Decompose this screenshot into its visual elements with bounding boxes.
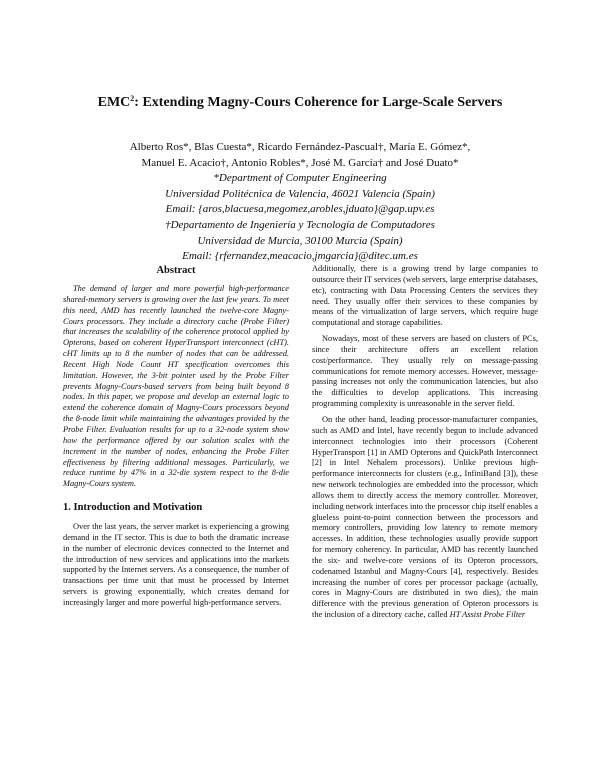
affiliation-2-university: Universidad de Murcia, 30100 Murcia (Spain) bbox=[197, 234, 403, 247]
right-paragraph-3 bbox=[312, 415, 538, 621]
section-1-paragraph-1: Over the last years, the server market is experiencing a growing demand in the IT sector. This is due to both the dramatic increase in the number of electronic devices connected to the Internet and the introduction of new services and applications into the markets supported by the Internet servers. As a consequence, the number of transactions per time unit that must be processed by Internet servers is growing exponentially, which creates demand for increasingly larger and more powerful high-performance servers. bbox=[63, 522, 289, 607]
affiliation-1-university: Universidad Politécnica de Valencia, 46021 Valencia (Spain) bbox=[165, 187, 435, 200]
right-paragraph-3-emphasis: HT Assist Probe Filter bbox=[449, 610, 526, 620]
right-column bbox=[312, 264, 538, 621]
abstract-heading: Abstract bbox=[156, 265, 196, 276]
title-rest: : Extending Magny-Cours Coherence for Large-Scale Servers bbox=[134, 95, 503, 110]
left-column bbox=[63, 264, 289, 609]
affiliation-2-name: †Departamento de Ingeniería y Tecnología de Computadores bbox=[165, 218, 435, 231]
right-paragraph-1: Additionally, there is a growing trend by large companies to outsource their IT services (web servers, large enterprise databases, etc), contracting with Data Processing Centers the services they need. They usually offer their services to these companies by means of the virtualization of large servers, which require huge computational and storage capabilities. bbox=[312, 264, 538, 328]
section-1-heading: 1. Introduction and Motivation bbox=[63, 502, 203, 514]
right-paragraph-2: Nowadays, most of these servers are based on clusters of PCs, since their architecture offers an excellent relation cost/performance. They usually rely on message-passing communications for remote memory accesses. However, message-passing increases not only the communication latencies, but also the difficulties to develop applications. This increasing programming complexity is unreasonable in the server field. bbox=[312, 334, 538, 409]
authors-line-2: Manuel E. Acacio†, Antonio Robles*, José M. García† and José Duato* bbox=[141, 156, 459, 169]
affiliation-2-email: Email: {rfernandez,meacacio,jmgarcia}@ditec.um.es bbox=[182, 250, 418, 263]
authors-line-1: Alberto Ros*, Blas Cuesta*, Ricardo Fernández-Pascual†, María E. Gómez*, bbox=[129, 141, 471, 153]
title-superscript: 2 bbox=[130, 94, 135, 103]
abstract-text: The demand of larger and more powerful high-performance shared-memory servers is growing over the last few years. To meet this need, AMD has recently launched the twelve-core Magny-Cours processors. They include a directory cache (Probe Filter) that increases the scalability of the coherence protocol applied by Opterons, based on coherent HyperTransport interconnect (cHT). cHT limits up to 8 the number of nodes that can be addressed. Recent High Node Count HT specification overcomes this limitation. However, the 3-bit pointer used by the Probe Filter prevents Magny-Cours-based servers from being built beyond 8 nodes. In this paper, we propose and develop an external logic to extend the coherence domain of Magny-Cours processors beyond the 8-node limit while maintaining the advantages provided by the Probe Filter. Evaluation results for up to a 32-node system show how the performance offered by our solution scales with the increment in the number of nodes, enhancing the Probe Filter effectiveness by filtering additional messages. Particularly, we reduce runtime by 47% in a 32-die system respect to the 8-die Magny-Cours system. bbox=[63, 284, 289, 489]
title-main: EMC bbox=[97, 95, 131, 110]
affiliation-1-name: *Department of Computer Engineering bbox=[213, 172, 387, 185]
affiliation-1-email: Email: {aros,blacuesa,megomez,arobles,jduato}@gap.upv.es bbox=[165, 203, 435, 216]
right-paragraph-3-text: On the other hand, leading processor-manufacturer companies, such as AMD and Intel, have recently begun to include advanced interconnect technologies into their processors (Coherent HyperTransport [1] in AMD Opterons and QuickPath Interconnect [2] in Intel Nehalem processors). Unlike previous high-performance interconnects for clusters (e.g., InfiniBand [3]), these new network technologies are embedded into the processor, which allows them to directly access the memory controller. Moreover, including network interfaces into the processor chip itself enables a glueless point-to-point connection between the processors and memory controllers, providing low latency to remote memory accesses. In addition, these technologies usually provide support for memory coherency. In particular, AMD has recently launched the six- and twelve-core versions of its Opteron processors, codenamed Istanbul and Magny-Cours [4], respectively. Besides increasing the number of cores per processor package (actually, cores in Magny-Cours are distributed in two dies), the main difference with the previous generation of Opteron processors is the inclusion of a directory cache, called bbox=[312, 414, 538, 620]
author-block bbox=[60, 140, 540, 265]
paper-title bbox=[60, 94, 540, 112]
